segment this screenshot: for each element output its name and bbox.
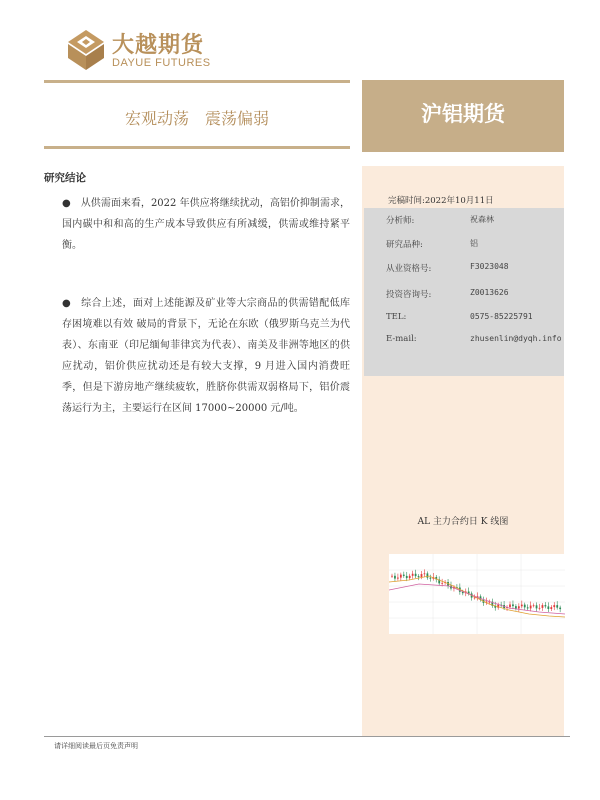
- info-value: 0575-85225791: [470, 312, 533, 321]
- k-line-chart-image: [389, 554, 565, 634]
- info-row: [364, 312, 564, 330]
- brand-name-cn: 大越期货: [112, 33, 205, 58]
- info-row: [364, 214, 564, 232]
- k-line-chart: [389, 554, 565, 634]
- paragraph-text: 综合上述，面对上述能源及矿业等大宗商品的供需错配低库存困境难以有效 破局的背景下，无论在东欧（俄罗斯乌克兰为代表）、东南亚（印尼缅甸菲律宾为代表）、南美及非洲等地区的供应扰动，铝价供应扰动还是有较大支撑，9 月进入国内消费旺季，但是下游房地产继续疲软，胜脐你供需双弱格局下，铝价震荡运行为主，主要运行在区间 17000~20000 元/吨。: [62, 298, 351, 414]
- info-value: F3023048: [470, 262, 509, 271]
- info-label: 从业资格号:: [386, 264, 432, 274]
- info-label[interactable]: E-mail:: [386, 334, 417, 344]
- report-title-box: [362, 80, 564, 152]
- disclaimer-note: 请详细阅读最后页免责声明: [54, 742, 138, 750]
- footer-rule: [44, 736, 570, 737]
- chart-caption: AL 主力合约日 K 线图: [417, 517, 509, 527]
- report-title: 沪铝期货: [421, 102, 505, 126]
- header-rule-top: [44, 80, 350, 83]
- header-rule-bottom: [44, 146, 350, 149]
- report-subtitle: 宏观动荡 震荡偏弱: [124, 109, 269, 128]
- conclusion-paragraph-2: [62, 293, 350, 419]
- bullet-icon: ●: [62, 198, 71, 209]
- email-link[interactable]: zhusenlin@dyqh.info: [470, 334, 562, 343]
- info-row: [364, 288, 564, 306]
- logo-mark-icon: [66, 28, 106, 72]
- section-title: 研究结论: [44, 172, 86, 184]
- brand-name-en: DAYUE FUTURES: [112, 57, 211, 69]
- completion-date: 完稿时间:2022年10月11日: [388, 196, 494, 206]
- info-value: 铝: [470, 239, 478, 248]
- info-row: [364, 262, 564, 280]
- info-label: 投资咨询号:: [386, 290, 432, 300]
- info-row: [364, 334, 564, 352]
- info-row: [364, 238, 564, 256]
- info-label: 研究品种:: [386, 240, 423, 250]
- analyst-info-table: [364, 208, 564, 376]
- info-value: 祝森林: [470, 215, 494, 224]
- info-value: Z0013626: [470, 288, 509, 297]
- info-label: 分析师:: [386, 216, 415, 226]
- conclusion-paragraph-1: [62, 193, 350, 256]
- paragraph-text: 从供需面来看，2022 年供应将继续扰动，高铝价抑制需求，国内碳中和和高的生产成本导致供应有所减缓，供需或维持紧平衡。: [62, 198, 350, 251]
- bullet-icon: ●: [62, 298, 72, 309]
- info-label: TEL:: [386, 312, 407, 322]
- brand-logo: [66, 28, 236, 74]
